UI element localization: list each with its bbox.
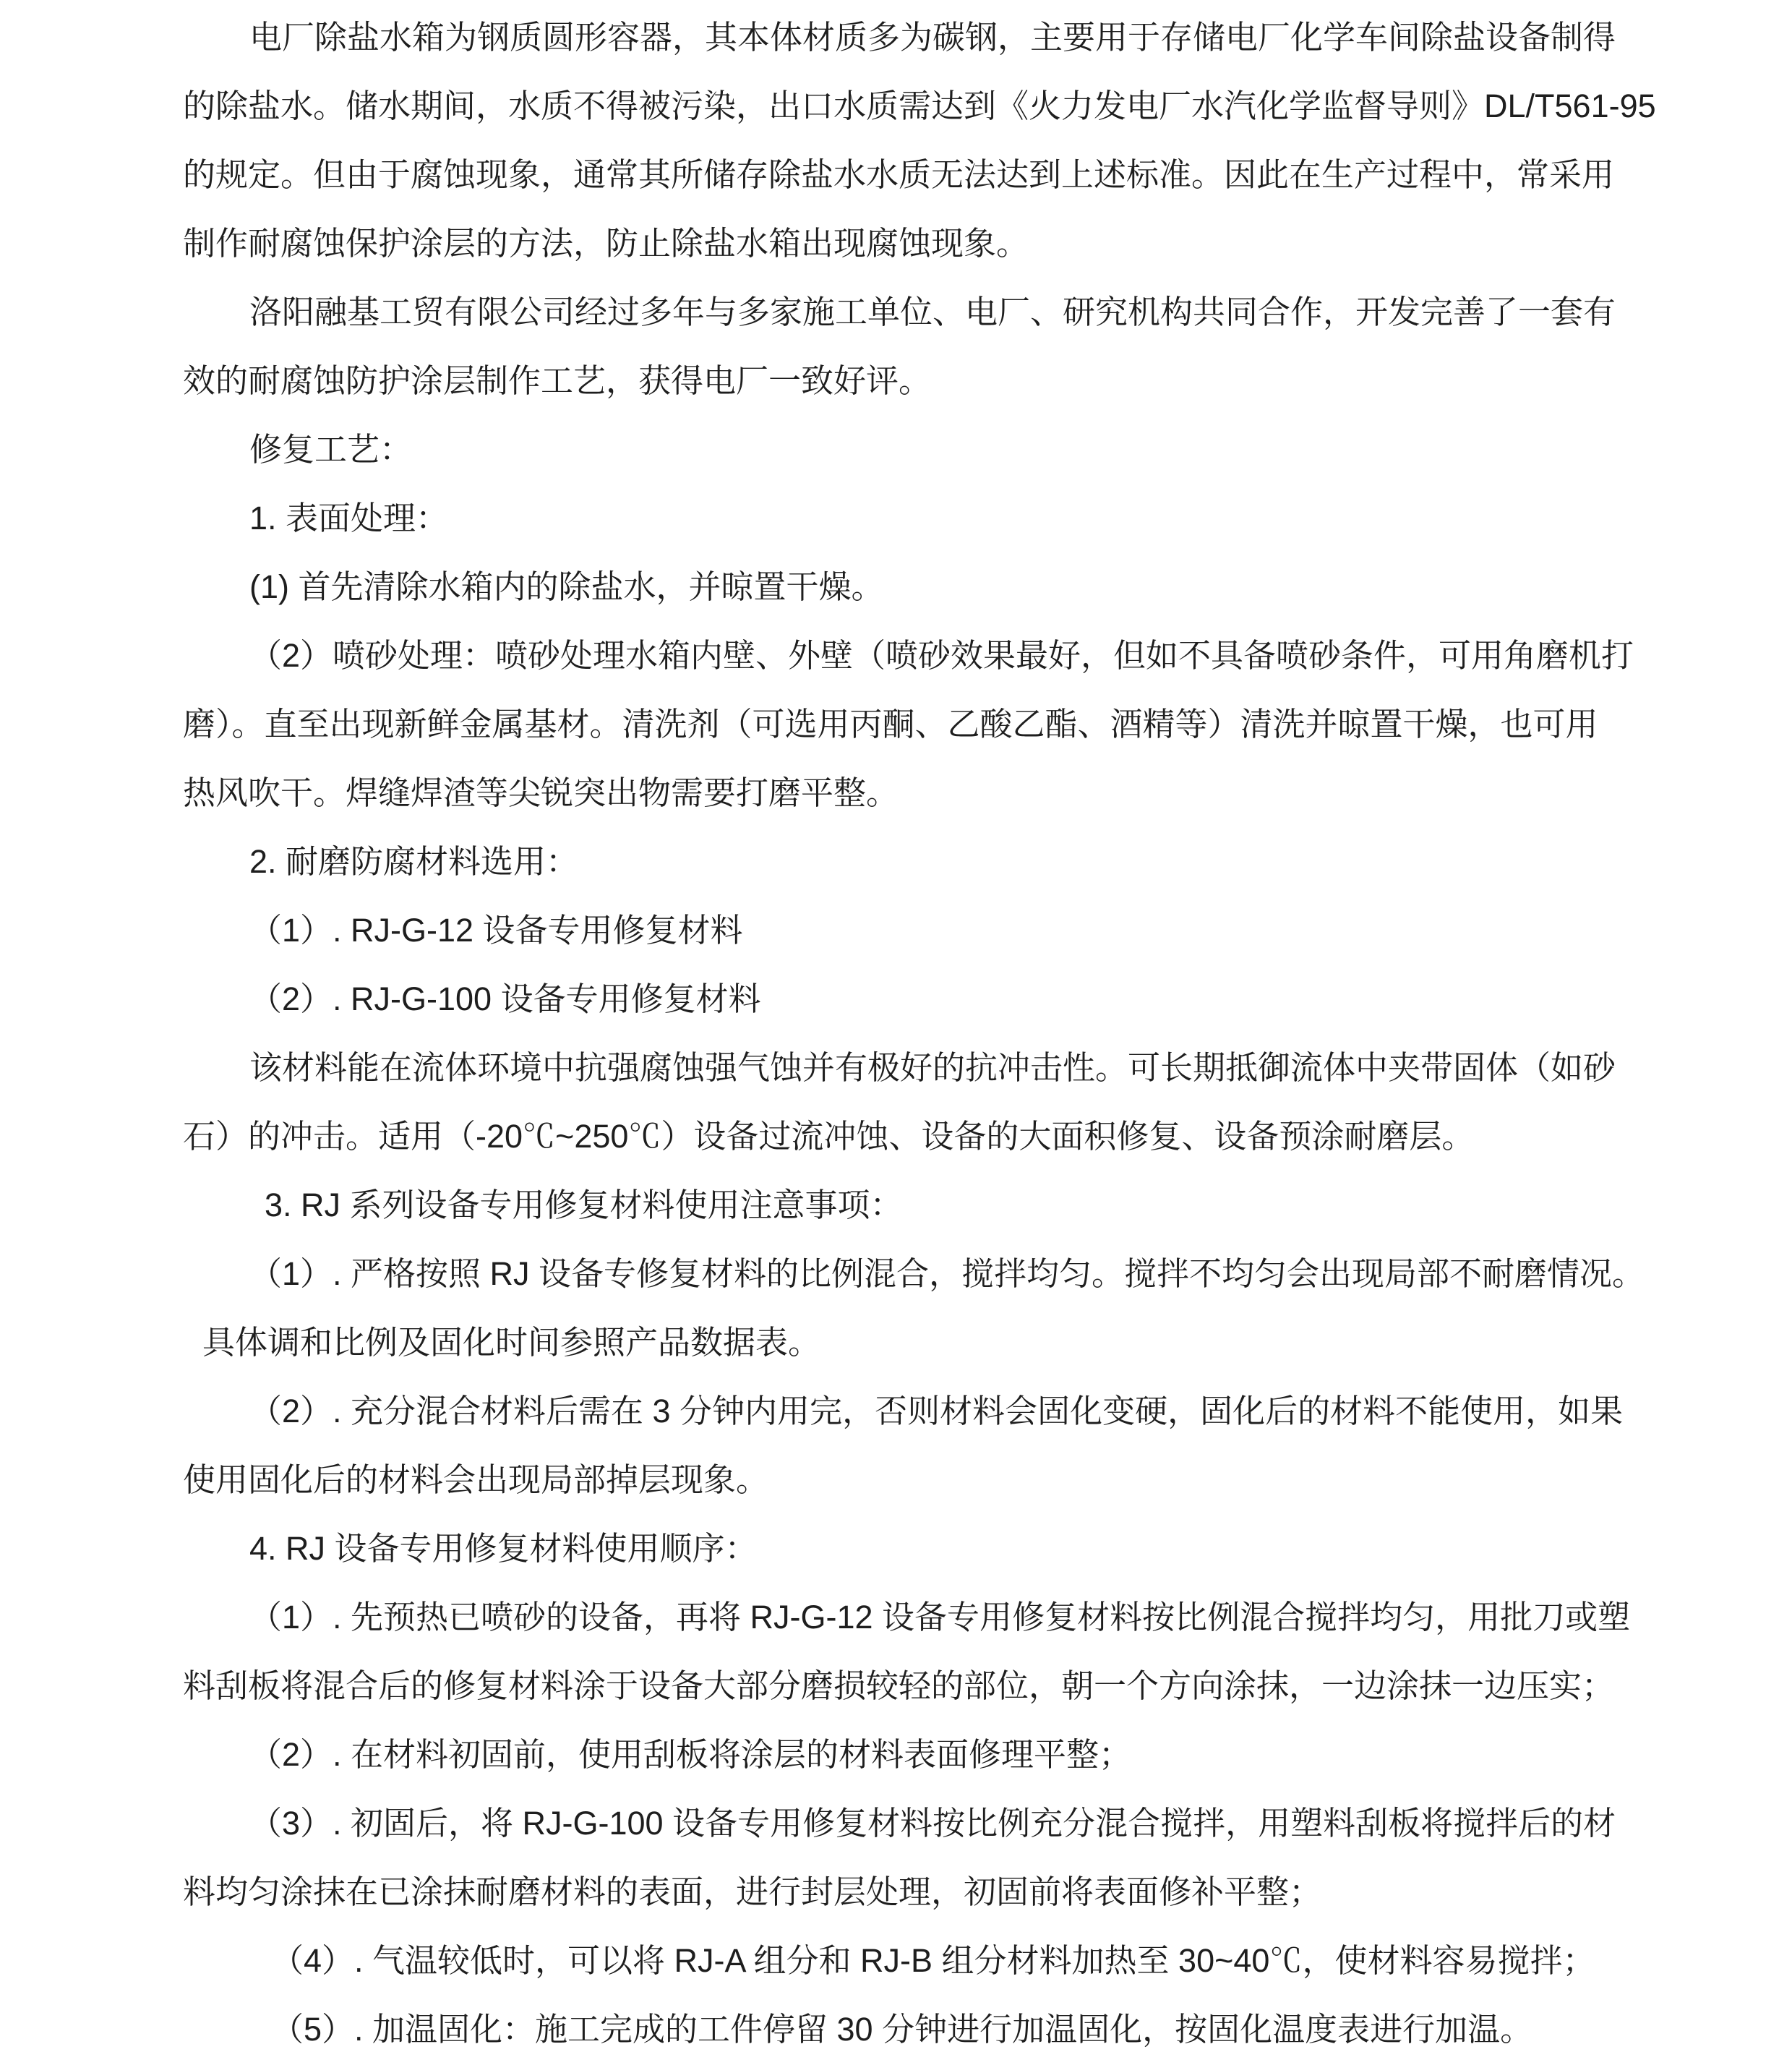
doc-line: （1）. 先预热已喷砂的设备，再将 RJ-G-12 设备专用修复材料按比例混合搅拌均匀，用批刀或塑 bbox=[249, 1599, 1631, 1636]
doc-line: 洛阳融基工贸有限公司经过多年与多家施工单位、电厂、研究机构共同合作，开发完善了一套有 bbox=[249, 294, 1616, 330]
doc-line: （2）喷砂处理：喷砂处理水箱内壁、外壁（喷砂效果最好，但如不具备喷砂条件，可用角磨机打 bbox=[249, 637, 1634, 674]
doc-line: 具体调和比例及固化时间参照产品数据表。 bbox=[202, 1324, 821, 1361]
doc-line: 电厂除盐水箱为钢质圆形容器，其本体材质多为碳钢，主要用于存储电厂化学车间除盐设备制得 bbox=[249, 19, 1616, 56]
doc-heading-surface-treatment: 1. 表面处理： bbox=[249, 500, 449, 536]
doc-line: 使用固化后的材料会出现局部掉层现象。 bbox=[183, 1461, 769, 1498]
doc-line: 的规定。但由于腐蚀现象，通常其所储存除盐水水质无法达到上述标准。因此在生产过程中，常采用 bbox=[183, 156, 1615, 193]
doc-heading-usage-notes: 3. RJ 系列设备专用修复材料使用注意事项： bbox=[265, 1187, 903, 1223]
doc-line: （2）. 充分混合材料后需在 3 分钟内用完，否则材料会固化变硬，固化后的材料不能使用，如果 bbox=[249, 1393, 1624, 1429]
doc-line: 热风吹干。焊缝焊渣等尖锐突出物需要打磨平整。 bbox=[183, 774, 899, 811]
doc-line: 效的耐腐蚀防护涂层制作工艺，获得电厂一致好评。 bbox=[183, 362, 932, 399]
doc-heading-repair-process: 修复工艺： bbox=[249, 431, 413, 468]
doc-line: （4）. 气温较低时，可以将 RJ-A 组分和 RJ-B 组分材料加热至 30~40℃，使材料容易搅拌； bbox=[271, 1942, 1595, 1979]
doc-line: (1) 首先清除水箱内的除盐水，并晾置干燥。 bbox=[249, 568, 884, 605]
doc-line: 料均匀涂抹在已涂抹耐磨材料的表面，进行封层处理，初固前将表面修补平整； bbox=[183, 1873, 1322, 1910]
doc-line: 料刮板将混合后的修复材料涂于设备大部分磨损较轻的部位，朝一个方向涂抹，一边涂抹一边压实； bbox=[183, 1667, 1615, 1704]
doc-line: （2）. 在材料初固前，使用刮板将涂层的材料表面修理平整； bbox=[249, 1736, 1132, 1773]
doc-line: （5）. 加温固化：施工完成的工件停留 30 分钟进行加温固化，按固化温度表进行加温。 bbox=[271, 2011, 1533, 2048]
doc-line: 石）的冲击。适用（-20℃~250℃）设备过流冲蚀、设备的大面积修复、设备预涂耐磨层。 bbox=[183, 1118, 1475, 1155]
doc-line: 磨）。直至出现新鲜金属基材。清洗剂（可选用丙酮、乙酸乙酯、酒精等）清洗并晾置干燥，也可用 bbox=[183, 706, 1598, 743]
doc-line: （2）. RJ-G-100 设备专用修复材料 bbox=[249, 980, 761, 1017]
doc-line: （1）. 严格按照 RJ 设备专修复材料的比例混合，搅拌均匀。搅拌不均匀会出现局部不耐磨情况。 bbox=[249, 1255, 1645, 1292]
doc-line: （3）. 初固后，将 RJ-G-100 设备专用修复材料按比例充分混合搅拌，用塑料刮板将搅拌后的材 bbox=[249, 1805, 1616, 1842]
doc-heading-usage-order: 4. RJ 设备专用修复材料使用顺序： bbox=[249, 1530, 758, 1567]
doc-line: 制作耐腐蚀保护涂层的方法，防止除盐水箱出现腐蚀现象。 bbox=[183, 225, 1029, 262]
doc-line: 该材料能在流体环境中抗强腐蚀强气蚀并有极好的抗冲击性。可长期抵御流体中夹带固体（如砂 bbox=[249, 1049, 1616, 1086]
doc-heading-material-selection: 2. 耐磨防腐材料选用： bbox=[249, 843, 579, 880]
doc-line: 的除盐水。储水期间，水质不得被污染，出口水质需达到《火力发电厂水汽化学监督导则》DL/T561-95 bbox=[183, 87, 1656, 124]
doc-line: （1）. RJ-G-12 设备专用修复材料 bbox=[249, 912, 743, 949]
